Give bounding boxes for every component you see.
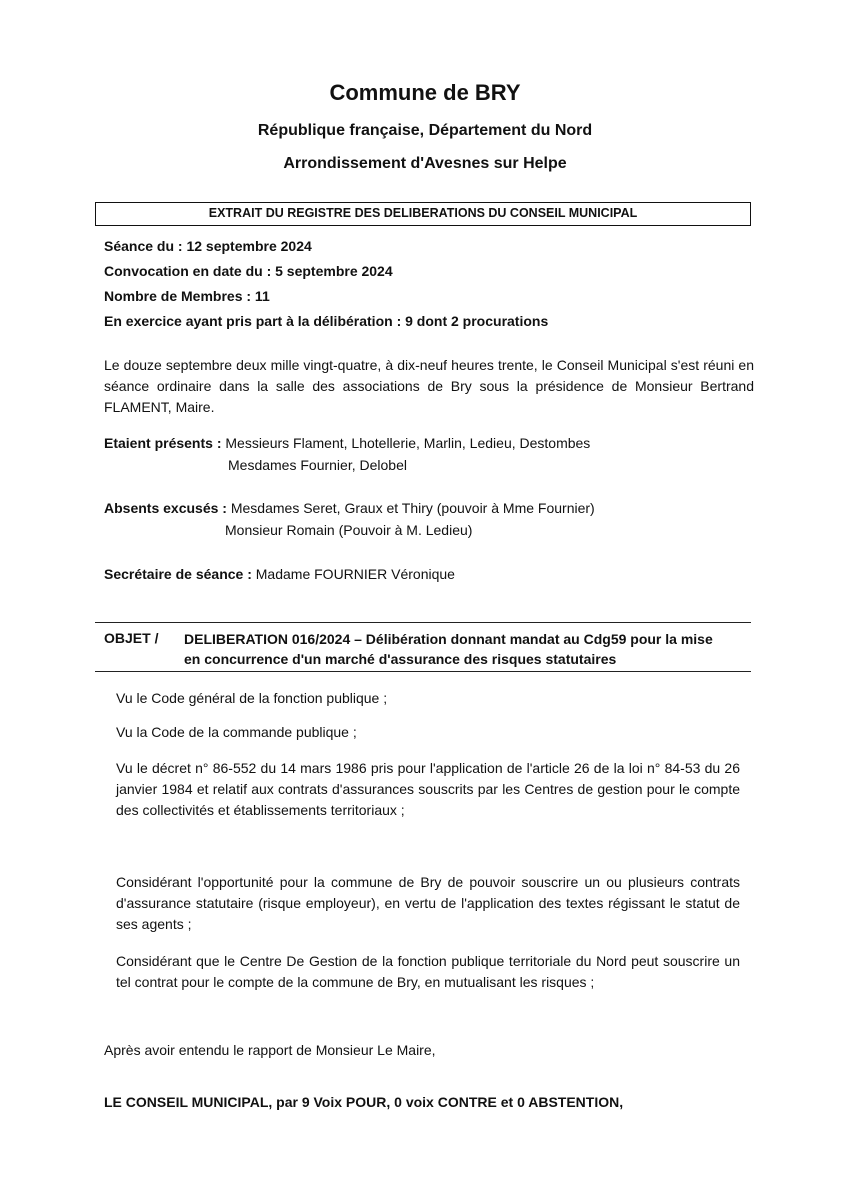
vote-result: LE CONSEIL MUNICIPAL, par 9 Voix POUR, 0 voix CONTRE et 0 ABSTENTION,: [104, 1094, 624, 1110]
secretary-name: Madame FOURNIER Véronique: [255, 566, 455, 582]
seance-date: Séance du : 12 septembre 2024: [104, 238, 312, 254]
presents-label: Etaient présents :: [104, 435, 222, 451]
absents-man: Monsieur Romain (Pouvoir à M. Ledieu): [225, 522, 473, 538]
intro-paragraph: Le douze septembre deux mille vingt-quatre, à dix-neuf heures trente, le Conseil Municipal s'est réuni en séance ordinaire dans la salle des associations de Bry sous la présidence de Monsieur Bertrand FLAMENT, Maire.: [104, 357, 754, 415]
vu-code-general: Vu le Code général de la fonction publique ;: [116, 690, 388, 706]
secretary-line: [104, 566, 455, 582]
secretary-label: Secrétaire de séance :: [104, 566, 252, 582]
arrondissement-line: Arrondissement d'Avesnes sur Helpe: [283, 155, 567, 172]
register-extract-box: EXTRAIT DU REGISTRE DES DELIBERATIONS DU CONSEIL MUNICIPAL: [95, 202, 751, 226]
considerant-centre-gestion: Considérant que le Centre De Gestion de la fonction publique territoriale du Nord peut souscrire un tel contrat pour le compte de la commune de Bry, en mutualisant les risques ;: [116, 953, 740, 990]
objet-top-rule: [95, 622, 751, 623]
exercise-count: En exercice ayant pris part à la délibération : 9 dont 2 procurations: [104, 313, 549, 329]
members-count: Nombre de Membres : 11: [104, 288, 270, 304]
apres-rapport: Après avoir entendu le rapport de Monsieur Le Maire,: [104, 1042, 436, 1058]
considerant-opportunite: Considérant l'opportunité pour la commune de Bry de pouvoir souscrire un ou plusieurs contrats d'assurance statutaire (risque employeur), en vertu de l'application des textes régissant le statut de ses agents ;: [116, 874, 740, 932]
vu-code-commande: Vu la Code de la commande publique ;: [116, 724, 357, 740]
vu-decret: Vu le décret n° 86-552 du 14 mars 1986 pris pour l'application de l'article 26 de la loi n° 84-53 du 26 janvier 1984 et relatif aux contrats d'assurances souscrits par les Centres de gestion pour le compte des collectivités et établissements territoriaux ;: [116, 760, 740, 818]
commune-title: Commune de BRY: [329, 80, 521, 105]
republic-line: République française, Département du Nord: [257, 122, 593, 139]
presents-men: Messieurs Flament, Lhotellerie, Marlin, Ledieu, Destombes: [225, 435, 591, 451]
objet-label: OBJET /: [104, 630, 159, 646]
objet-line-1: DELIBERATION 016/2024 – Délibération donnant mandat au Cdg59 pour la mise: [184, 631, 713, 647]
objet-title: [184, 629, 754, 669]
presents-women: Mesdames Fournier, Delobel: [228, 457, 407, 473]
absents-line-1: [104, 500, 595, 516]
absents-label: Absents excusés :: [104, 500, 227, 516]
presents-line-1: [104, 435, 590, 451]
convocation-date: Convocation en date du : 5 septembre 2024: [104, 263, 393, 279]
objet-line-2: en concurrence d'un marché d'assurance des risques statutaires: [184, 651, 617, 667]
absents-women: Mesdames Seret, Graux et Thiry (pouvoir à Mme Fournier): [230, 500, 595, 516]
objet-bottom-rule: [95, 671, 751, 672]
